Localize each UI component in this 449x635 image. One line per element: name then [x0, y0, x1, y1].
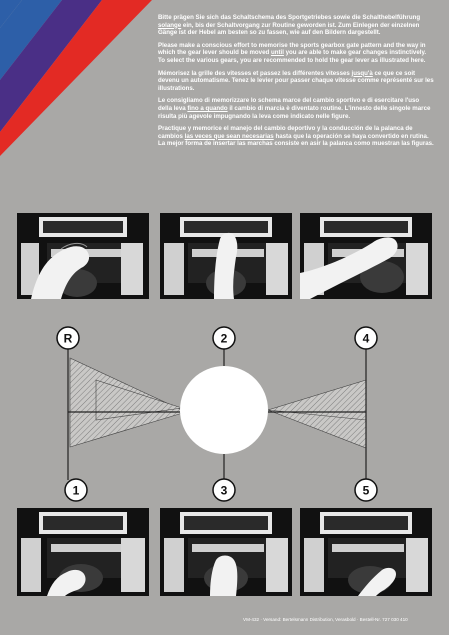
gear-position-first [65, 479, 87, 501]
paragraph-en: Please make a conscious effort to memorise the sports gearbox gate pattern and the way in which the gear lever should be moved until you are able to make gear changes instinctively. To select the various gears, you are recommended to hold the gear lever as illustrated here. [158, 41, 427, 64]
shift-photo-fifth [300, 508, 432, 596]
shift-photo-second [160, 213, 292, 299]
paragraph-fr: Mémorisez la grille des vitesses et passez les différentes vitesses jusqu'à ce que ce soit devenu un automatisme. Tenez le levier pour passer chaque vitesse comme représenté sur les illustrations. [158, 69, 434, 92]
gear-label-reverse: R [63, 331, 73, 346]
gear-label-first: 1 [72, 483, 80, 498]
gear-position-third [213, 479, 235, 501]
paragraph-de: Bitte prägen Sie sich das Schaltschema des Sportgetriebes sowie die Schalthebelführung solange ein, bis der Schaltvorgang zur Routine geworden ist. Zum Einlegen der einzelnen Gänge ist der Hebel am besten so zu fassen, wie auf den Bildern dargestellt. [158, 14, 421, 37]
gear-position-second [213, 327, 235, 349]
gear-label-second: 2 [220, 331, 228, 346]
paragraph-es: Practique y memorice el manejo del cambio deportivo y la conducción de la palanca de cambios las veces que sean necesarias hasta que la operación se haya convertido en rutina. La mejor forma de insertar las marchas consiste en asir la palanca como muestran las figuras. [158, 125, 434, 148]
gear-label-fifth: 5 [362, 483, 370, 498]
gear-position-fourth [355, 327, 377, 349]
shift-photo-fourth [300, 213, 432, 299]
gear-position-fifth [355, 479, 377, 501]
footer-order-info: VM-432 · Versand: Bertelsmann Distribution, Verasbold · Bestell-Nr. 727 030 410 [243, 617, 408, 622]
shift-photo-first [17, 508, 149, 596]
gear-gate-diagram [0, 300, 449, 510]
shift-photo-reverse [17, 213, 149, 299]
instructions-text [158, 14, 434, 153]
gear-position-reverse [57, 327, 79, 349]
paragraph-it: Le consigliamo di memorizzare lo schema marce del cambio sportivo e di esercitare l'uso della leva fino a quando il cambio di marcia è diventato routine. L'innesto delle singole marce risulta più agevole impugnando la leva come indicato nelle figure. [158, 97, 431, 120]
shift-photo-third [160, 508, 292, 596]
gate-center-circle [180, 366, 268, 454]
gear-label-fourth: 4 [362, 331, 370, 346]
gear-label-third: 3 [220, 483, 228, 498]
